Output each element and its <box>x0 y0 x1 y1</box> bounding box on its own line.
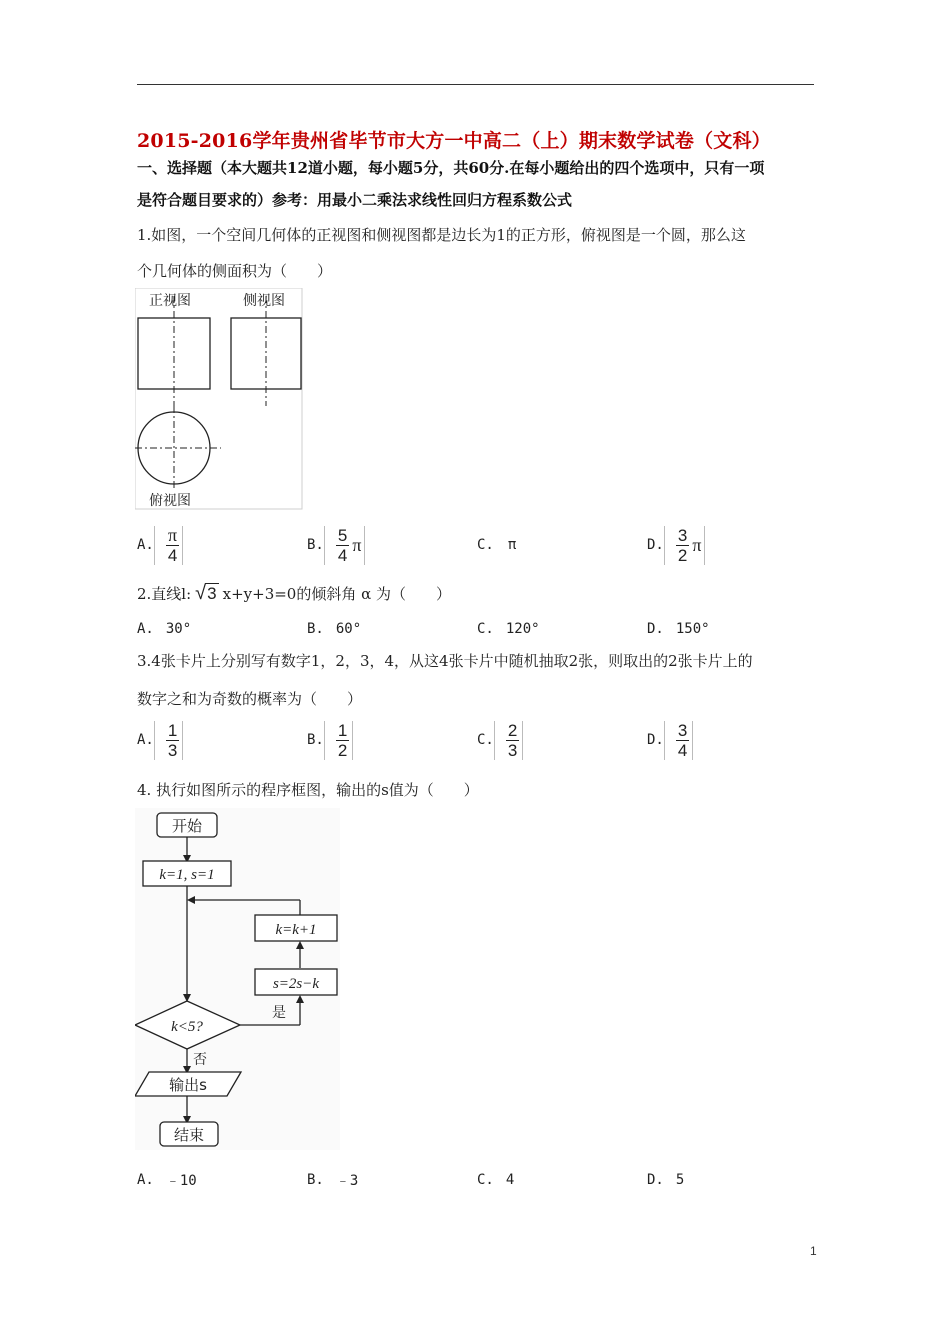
q3-text-line2: 数字之和为奇数的概率为（ ） <box>137 690 363 708</box>
q2-text: 2.直线l: √ 3 x+y+3=0的倾斜角 α 为（ ） <box>137 582 452 604</box>
q4-option-c[interactable]: C. 4 <box>477 1172 515 1188</box>
flow-yes-label: 是 <box>272 1005 286 1021</box>
q1-three-view-figure <box>135 288 303 510</box>
q1-option-b[interactable]: B. $\frac{5}{4}$ π <box>307 525 365 565</box>
q2-options <box>137 609 817 649</box>
page-number: 1 <box>810 1244 817 1258</box>
flow-output-text: 输出s <box>169 1076 207 1094</box>
page-title: 2015-2016学年贵州省毕节市大方一中高二（上）期末数学试卷（文科） <box>137 130 771 152</box>
front-view-label: 正视图 <box>149 293 191 309</box>
q4-option-d[interactable]: D. 5 <box>647 1172 685 1188</box>
q2-option-a[interactable]: A. 30° <box>137 621 192 637</box>
q1-option-d[interactable]: D. $\frac{3}{2}$ π <box>647 525 705 565</box>
top-view-label: 俯视图 <box>149 493 191 509</box>
q4-option-b[interactable]: B. ﹣3 <box>307 1172 359 1189</box>
q3-option-c[interactable]: C. $\frac{2}{3}$ <box>477 720 523 760</box>
flow-increment-text: k=k+1 <box>275 922 317 938</box>
flow-end-text: 结束 <box>173 1126 205 1144</box>
q4-text: 4. 执行如图所示的程序框图，输出的s值为（ ） <box>137 781 479 799</box>
section-heading-line1: 一、选择题（本大题共12道小题，每小题5分，共60分.在每小题给出的四个选项中，只有一项 <box>137 159 765 177</box>
q1-option-c[interactable]: C. π <box>477 537 517 553</box>
q4-options <box>137 1160 817 1200</box>
q1-option-a[interactable]: A. $\frac{\pi}{4}$ <box>137 525 183 565</box>
q3-option-a[interactable]: A. $\frac{1}{3}$ <box>137 720 183 760</box>
q2-option-c[interactable]: C. 120° <box>477 621 540 637</box>
q4-flowchart <box>135 808 341 1151</box>
flow-start-text: 开始 <box>171 817 203 835</box>
q1-text-line2: 个几何体的侧面积为（ ） <box>137 262 333 280</box>
q1-text-line1: 1.如图，一个空间几何体的正视图和侧视图都是边长为1的正方形，俯视图是一个圆，那么这 <box>137 226 746 244</box>
q3-text-line1: 3.4张卡片上分别写有数字1，2，3，4，从这4张卡片中随机抽取2张，则取出的2张卡片上的 <box>137 652 753 670</box>
flow-init-text: k=1, s=1 <box>159 867 215 883</box>
header-rule <box>137 84 814 85</box>
q2-option-d[interactable]: D. 150° <box>647 621 710 637</box>
sqrt-symbol: √ 3 <box>195 582 217 604</box>
q3-options <box>137 720 817 760</box>
section-heading-line2: 是符合题目要求的）参考：用最小二乘法求线性回归方程系数公式 <box>137 191 573 209</box>
q4-option-a[interactable]: A. ﹣10 <box>137 1172 197 1189</box>
q3-option-d[interactable]: D. $\frac{3}{4}$ <box>647 720 693 760</box>
flow-decision-text: k<5? <box>171 1019 203 1035</box>
side-view-label: 侧视图 <box>243 293 285 309</box>
flow-no-label: 否 <box>193 1052 207 1068</box>
q3-option-b[interactable]: B. $\frac{1}{2}$ <box>307 720 353 760</box>
q2-option-b[interactable]: B. 60° <box>307 621 362 637</box>
q1-options <box>137 525 817 565</box>
flow-update-text: s=2s−k <box>272 976 320 992</box>
